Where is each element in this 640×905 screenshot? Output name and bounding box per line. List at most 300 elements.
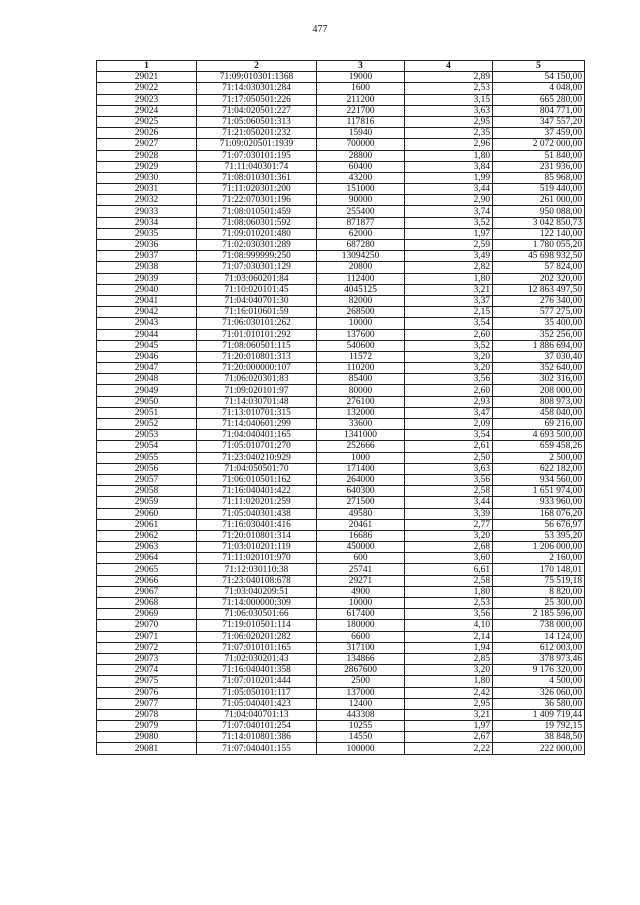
table-cell: 665 280,00: [493, 94, 585, 105]
table-cell: 2 072 000,00: [493, 139, 585, 150]
table-cell: 29028: [97, 150, 197, 161]
table-cell: 3,63: [405, 463, 493, 474]
table-cell: 276 340,00: [493, 295, 585, 306]
table-cell: 264000: [317, 474, 405, 485]
table-cell: 29031: [97, 184, 197, 195]
table-cell: 10255: [317, 721, 405, 732]
table-cell: 2500: [317, 676, 405, 687]
table-cell: 28800: [317, 150, 405, 161]
table-cell: 2,60: [405, 385, 493, 396]
table-row: [97, 598, 585, 609]
table-cell: 29030: [97, 172, 197, 183]
table-cell: 2,53: [405, 83, 493, 94]
table-cell: 3,49: [405, 251, 493, 262]
table-cell: 29054: [97, 441, 197, 452]
table-cell: 71:07:030101:195: [197, 150, 317, 161]
table-cell: 1,80: [405, 273, 493, 284]
table-row: [97, 407, 585, 418]
table-cell: 71:13:010701:315: [197, 407, 317, 418]
table-cell: 53 395,20: [493, 530, 585, 541]
table-cell: 261 000,00: [493, 195, 585, 206]
table-row: [97, 642, 585, 653]
table-cell: 3,39: [405, 508, 493, 519]
table-cell: 35 400,00: [493, 318, 585, 329]
table-row: [97, 228, 585, 239]
table-row: [97, 665, 585, 676]
table-cell: 3,20: [405, 530, 493, 541]
table-body: [97, 72, 585, 754]
table-cell: 71:04:040401:165: [197, 430, 317, 441]
table-cell: 71:02:030201:43: [197, 653, 317, 664]
table-cell: 6,61: [405, 564, 493, 575]
table-cell: 29057: [97, 474, 197, 485]
table-cell: 71:14:030701:48: [197, 396, 317, 407]
table-row: [97, 575, 585, 586]
table-cell: 2,58: [405, 575, 493, 586]
table-row: [97, 441, 585, 452]
table-row: [97, 676, 585, 687]
table-cell: 4900: [317, 586, 405, 597]
table-cell: 1,80: [405, 150, 493, 161]
table-cell: 1,80: [405, 676, 493, 687]
table-cell: 137000: [317, 687, 405, 698]
table-cell: 2 160,00: [493, 553, 585, 564]
table-row: [97, 374, 585, 385]
table-cell: 211200: [317, 94, 405, 105]
table-cell: 640300: [317, 486, 405, 497]
table-row: [97, 206, 585, 217]
table-cell: 71:09:020501:1939: [197, 139, 317, 150]
table-cell: 3,54: [405, 430, 493, 441]
table-row: [97, 195, 585, 206]
table-cell: 25741: [317, 564, 405, 575]
table-cell: 29063: [97, 542, 197, 553]
table-cell: 3,44: [405, 497, 493, 508]
table-cell: 804 771,00: [493, 105, 585, 116]
table-row: [97, 262, 585, 273]
table-cell: 2,22: [405, 743, 493, 754]
table-row: [97, 284, 585, 295]
table-cell: 71:05:050101:117: [197, 687, 317, 698]
table-cell: 12 863 497,50: [493, 284, 585, 295]
table-cell: 137600: [317, 329, 405, 340]
table-cell: 51 840,00: [493, 150, 585, 161]
table-cell: 1341000: [317, 430, 405, 441]
table-cell: 659 458,26: [493, 441, 585, 452]
table-row: [97, 508, 585, 519]
table-cell: 222 000,00: [493, 743, 585, 754]
table-cell: 29043: [97, 318, 197, 329]
table-cell: 2,61: [405, 441, 493, 452]
table-cell: 1 780 055,20: [493, 240, 585, 251]
table-cell: 4045125: [317, 284, 405, 295]
table-row: [97, 363, 585, 374]
table-cell: 3,47: [405, 407, 493, 418]
table-row: [97, 307, 585, 318]
table-cell: 3,20: [405, 363, 493, 374]
table-cell: 3,37: [405, 295, 493, 306]
table-cell: 71:06:030101:262: [197, 318, 317, 329]
table-cell: 71:08:010301:361: [197, 172, 317, 183]
table-cell: 71:09:010301:1368: [197, 72, 317, 83]
table-cell: 29023: [97, 94, 197, 105]
table-cell: 29026: [97, 128, 197, 139]
table-cell: 2,67: [405, 732, 493, 743]
table-cell: 69 216,00: [493, 419, 585, 430]
table-cell: 29021: [97, 72, 197, 83]
table-cell: 71:08:010501:459: [197, 206, 317, 217]
table-row: [97, 743, 585, 754]
table-cell: 33600: [317, 419, 405, 430]
table-row: [97, 128, 585, 139]
table-cell: 3,56: [405, 474, 493, 485]
table-cell: 29032: [97, 195, 197, 206]
table-cell: 29051: [97, 407, 197, 418]
table-cell: 443308: [317, 709, 405, 720]
table-row: [97, 161, 585, 172]
table-row: [97, 105, 585, 116]
table-cell: 71:02:030301:289: [197, 240, 317, 251]
table-cell: 29062: [97, 530, 197, 541]
table-cell: 49580: [317, 508, 405, 519]
table-cell: 208 000,00: [493, 385, 585, 396]
table-cell: 71:10:020101:45: [197, 284, 317, 295]
table-cell: 29068: [97, 598, 197, 609]
header-row: [97, 61, 585, 72]
table-cell: 171400: [317, 463, 405, 474]
table-row: [97, 396, 585, 407]
table-cell: 71:14:040601:299: [197, 419, 317, 430]
table-cell: 71:07:040101:254: [197, 721, 317, 732]
table-row: [97, 340, 585, 351]
table-cell: 71:17:050501:226: [197, 94, 317, 105]
table-row: [97, 609, 585, 620]
table-cell: 871877: [317, 217, 405, 228]
table-cell: 2,85: [405, 653, 493, 664]
table-cell: 29055: [97, 452, 197, 463]
table-cell: 29027: [97, 139, 197, 150]
table-cell: 3,21: [405, 284, 493, 295]
table-cell: 71:06:010501:162: [197, 474, 317, 485]
table-cell: 71:04:020501:227: [197, 105, 317, 116]
table-cell: 29033: [97, 206, 197, 217]
table-cell: 378 973,46: [493, 653, 585, 664]
table-cell: 3,84: [405, 161, 493, 172]
table-cell: 71:08:060501:115: [197, 340, 317, 351]
table-cell: 255400: [317, 206, 405, 217]
table-cell: 612 003,00: [493, 642, 585, 653]
table-cell: 29056: [97, 463, 197, 474]
table-cell: 2,14: [405, 631, 493, 642]
table-cell: 19 792,15: [493, 721, 585, 732]
table-cell: 2,93: [405, 396, 493, 407]
table-cell: 71:09:010201:480: [197, 228, 317, 239]
table-row: [97, 116, 585, 127]
table-cell: 540600: [317, 340, 405, 351]
table-cell: 2 185 596,00: [493, 609, 585, 620]
column-header: 1: [97, 61, 197, 72]
table-cell: 71:16:040401:358: [197, 665, 317, 676]
table-row: [97, 150, 585, 161]
table-cell: 700000: [317, 139, 405, 150]
table-cell: 71:11:020301:200: [197, 184, 317, 195]
table-cell: 29022: [97, 83, 197, 94]
page-number: 477: [312, 24, 328, 35]
table-cell: 3 042 850,73: [493, 217, 585, 228]
table-row: [97, 497, 585, 508]
table-row: [97, 564, 585, 575]
table-cell: 29050: [97, 396, 197, 407]
table-cell: 168 076,20: [493, 508, 585, 519]
table-cell: 90000: [317, 195, 405, 206]
column-header: 5: [493, 61, 585, 72]
table-cell: 29271: [317, 575, 405, 586]
table-cell: 29067: [97, 586, 197, 597]
table-row: [97, 709, 585, 720]
table-row: [97, 631, 585, 642]
table-cell: 29047: [97, 363, 197, 374]
table-cell: 1,97: [405, 228, 493, 239]
table-row: [97, 586, 585, 597]
table-cell: 85 968,00: [493, 172, 585, 183]
table-row: [97, 318, 585, 329]
table-cell: 519 440,00: [493, 184, 585, 195]
table-cell: 271500: [317, 497, 405, 508]
table-cell: 1000: [317, 452, 405, 463]
table-cell: 80000: [317, 385, 405, 396]
table-cell: 29052: [97, 419, 197, 430]
table-cell: 71:20:010801:314: [197, 530, 317, 541]
table-row: [97, 419, 585, 430]
table-cell: 29048: [97, 374, 197, 385]
table-cell: 71:03:060201:84: [197, 273, 317, 284]
table-cell: 71:06:020201:282: [197, 631, 317, 642]
table-cell: 56 676,97: [493, 519, 585, 530]
table-row: [97, 217, 585, 228]
table-cell: 37 459,00: [493, 128, 585, 139]
table-cell: 2,95: [405, 116, 493, 127]
table-row: [97, 653, 585, 664]
table-row: [97, 530, 585, 541]
table-cell: 71:16:040401:422: [197, 486, 317, 497]
table-cell: 268500: [317, 307, 405, 318]
table-cell: 29046: [97, 351, 197, 362]
table-cell: 29060: [97, 508, 197, 519]
table-cell: 6600: [317, 631, 405, 642]
table-cell: 3,20: [405, 665, 493, 676]
column-header: 2: [197, 61, 317, 72]
table-cell: 2,42: [405, 687, 493, 698]
table-cell: 3,56: [405, 609, 493, 620]
table-cell: 180000: [317, 620, 405, 631]
table-cell: 20461: [317, 519, 405, 530]
table-cell: 122 140,00: [493, 228, 585, 239]
table-cell: 2,35: [405, 128, 493, 139]
table-cell: 3,44: [405, 184, 493, 195]
table-cell: 71:05:040301:438: [197, 508, 317, 519]
table-cell: 347 557,20: [493, 116, 585, 127]
table-cell: 2,82: [405, 262, 493, 273]
table-cell: 4 500,00: [493, 676, 585, 687]
data-table: [96, 60, 585, 755]
table-cell: 352 256,00: [493, 329, 585, 340]
table-cell: 1 409 719,44: [493, 709, 585, 720]
table-cell: 3,52: [405, 340, 493, 351]
table-cell: 29035: [97, 228, 197, 239]
table-cell: 1,99: [405, 172, 493, 183]
table-cell: 4 693 500,00: [493, 430, 585, 441]
table-row: [97, 732, 585, 743]
table-cell: 29070: [97, 620, 197, 631]
table-cell: 71:11:020201:259: [197, 497, 317, 508]
table-row: [97, 184, 585, 195]
table-row: [97, 83, 585, 94]
table-cell: 808 973,00: [493, 396, 585, 407]
table-cell: 622 182,00: [493, 463, 585, 474]
table-cell: 71:03:010201:119: [197, 542, 317, 553]
table-cell: 75 519,18: [493, 575, 585, 586]
table-cell: 19000: [317, 72, 405, 83]
table-cell: 14550: [317, 732, 405, 743]
table-cell: 16686: [317, 530, 405, 541]
table-cell: 13094250: [317, 251, 405, 262]
table-cell: 85400: [317, 374, 405, 385]
table-cell: 29065: [97, 564, 197, 575]
table-cell: 1 206 000,00: [493, 542, 585, 553]
table-cell: 3,56: [405, 374, 493, 385]
table-cell: 950 088,00: [493, 206, 585, 217]
table-cell: 134866: [317, 653, 405, 664]
table-cell: 71:03:040209:51: [197, 586, 317, 597]
table-cell: 1,97: [405, 721, 493, 732]
column-header: 4: [405, 61, 493, 72]
table-cell: 3,21: [405, 709, 493, 720]
table-row: [97, 486, 585, 497]
table-cell: 231 936,00: [493, 161, 585, 172]
table-cell: 10000: [317, 598, 405, 609]
table-row: [97, 94, 585, 105]
table-row: [97, 519, 585, 530]
table-cell: 29077: [97, 698, 197, 709]
table-cell: 2,68: [405, 542, 493, 553]
table-cell: 29039: [97, 273, 197, 284]
table-cell: 151000: [317, 184, 405, 195]
table-cell: 82000: [317, 295, 405, 306]
table-row: [97, 698, 585, 709]
table-cell: 71:01:010101:292: [197, 329, 317, 340]
table-row: [97, 251, 585, 262]
table-cell: 29074: [97, 665, 197, 676]
table-row: [97, 295, 585, 306]
table-cell: 1,94: [405, 642, 493, 653]
table-row: [97, 553, 585, 564]
table-cell: 3,15: [405, 94, 493, 105]
table-cell: 317100: [317, 642, 405, 653]
table-cell: 29037: [97, 251, 197, 262]
table-cell: 9 176 320,00: [493, 665, 585, 676]
table-cell: 71:08:999999:250: [197, 251, 317, 262]
table-cell: 54 150,00: [493, 72, 585, 83]
table-cell: 202 320,00: [493, 273, 585, 284]
table-cell: 29036: [97, 240, 197, 251]
table-cell: 29081: [97, 743, 197, 754]
table-cell: 71:11:020101:970: [197, 553, 317, 564]
table-cell: 25 300,00: [493, 598, 585, 609]
table-cell: 71:07:040401:155: [197, 743, 317, 754]
table-row: [97, 329, 585, 340]
table-cell: 112400: [317, 273, 405, 284]
table-cell: 71:04:050501:70: [197, 463, 317, 474]
table-cell: 29064: [97, 553, 197, 564]
table-cell: 577 275,00: [493, 307, 585, 318]
table-cell: 71:07:030301:129: [197, 262, 317, 273]
table-cell: 738 000,00: [493, 620, 585, 631]
table-cell: 71:11:040301:74: [197, 161, 317, 172]
table-cell: 71:23:040210:929: [197, 452, 317, 463]
table-cell: 14 124,00: [493, 631, 585, 642]
table-cell: 458 040,00: [493, 407, 585, 418]
table-cell: 57 824,00: [493, 262, 585, 273]
table-row: [97, 430, 585, 441]
table-cell: 29078: [97, 709, 197, 720]
table-cell: 71:04:040701:30: [197, 295, 317, 306]
table-cell: 60400: [317, 161, 405, 172]
table-row: [97, 273, 585, 284]
table-cell: 3,54: [405, 318, 493, 329]
table-cell: 71:05:040401:423: [197, 698, 317, 709]
table-cell: 71:04:040701:13: [197, 709, 317, 720]
table-cell: 15940: [317, 128, 405, 139]
table-cell: 71:07:010101:165: [197, 642, 317, 653]
table-cell: 71:14:000000:309: [197, 598, 317, 609]
table-cell: 29049: [97, 385, 197, 396]
table-cell: 29053: [97, 430, 197, 441]
table-cell: 29029: [97, 161, 197, 172]
table-cell: 29073: [97, 653, 197, 664]
table-cell: 2,53: [405, 598, 493, 609]
table-cell: 117816: [317, 116, 405, 127]
table-cell: 71:23:040108:678: [197, 575, 317, 586]
table-row: [97, 721, 585, 732]
column-header: 3: [317, 61, 405, 72]
table-cell: 29079: [97, 721, 197, 732]
table-cell: 29080: [97, 732, 197, 743]
table-cell: 29034: [97, 217, 197, 228]
table-cell: 8 820,00: [493, 586, 585, 597]
table-cell: 20800: [317, 262, 405, 273]
table-cell: 3,20: [405, 351, 493, 362]
table-cell: 71:08:060301:592: [197, 217, 317, 228]
table-cell: 2 500,00: [493, 452, 585, 463]
table-cell: 1 886 694,00: [493, 340, 585, 351]
table-cell: 1 651 974,00: [493, 486, 585, 497]
table-cell: 29066: [97, 575, 197, 586]
table-cell: 3,60: [405, 553, 493, 564]
table-cell: 71:16:030401:416: [197, 519, 317, 530]
table-cell: 4,10: [405, 620, 493, 631]
table-cell: 1,80: [405, 586, 493, 597]
table-cell: 71:14:010801:386: [197, 732, 317, 743]
table-cell: 29069: [97, 609, 197, 620]
table-cell: 2,50: [405, 452, 493, 463]
table-cell: 2867600: [317, 665, 405, 676]
table-row: [97, 542, 585, 553]
table-cell: 71:20:010801:313: [197, 351, 317, 362]
table-cell: 617400: [317, 609, 405, 620]
table-cell: 170 148,01: [493, 564, 585, 575]
table-cell: 71:14:030301:284: [197, 83, 317, 94]
table-cell: 3,52: [405, 217, 493, 228]
